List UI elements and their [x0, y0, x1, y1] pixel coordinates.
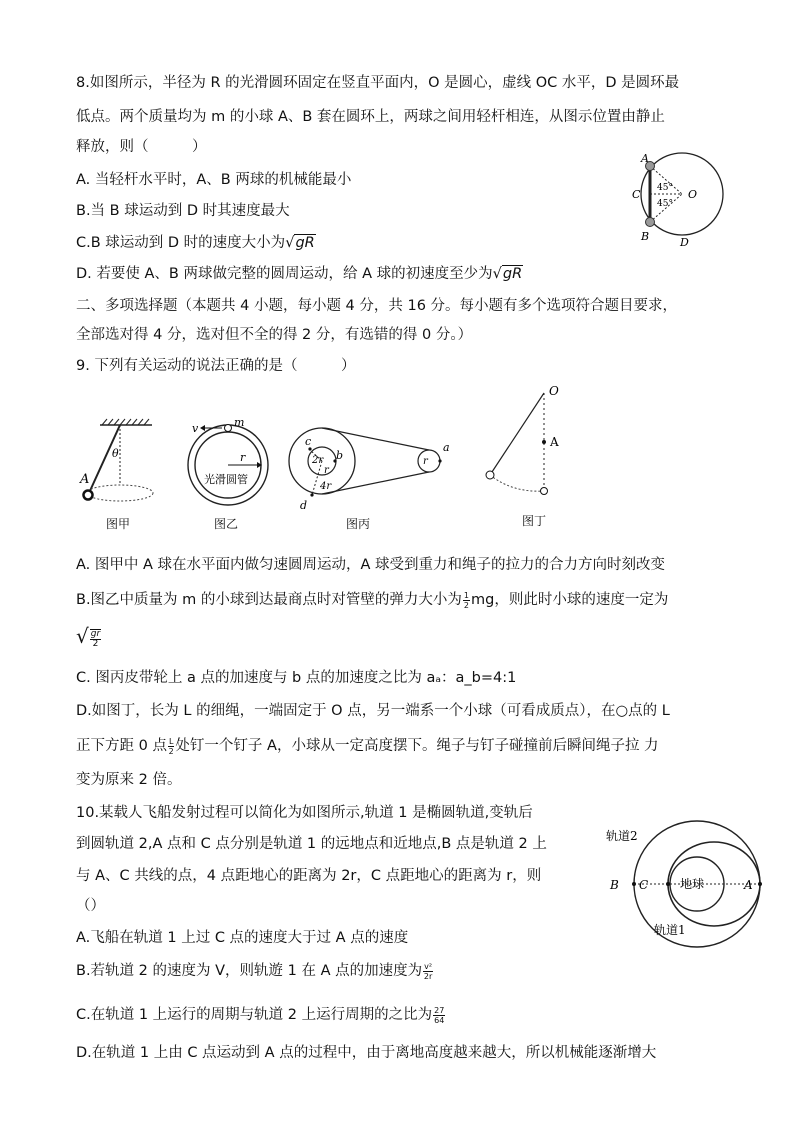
fraction: $\frac{27}{64}$ [434, 1005, 445, 1025]
label-4r: 4r [320, 481, 332, 492]
figure-ding [478, 385, 578, 510]
label-c: C [639, 878, 649, 892]
figure-yi [182, 415, 274, 510]
label-o: O [549, 385, 559, 398]
label-v: v [192, 422, 199, 435]
q9-option-b: B.图乙中质量为 m 的小球到达最商点时对管壁的弹力大小为 $\frac{1}{2}$ mg，则此时小球的速度一定为 [76, 590, 669, 610]
label-2r: 2r [312, 455, 324, 466]
q8-ring-figure [620, 150, 730, 255]
sqrt-symbol: √gR [492, 266, 523, 282]
label-a: A [641, 152, 649, 165]
label-a: A [744, 878, 753, 892]
sqrt-symbol: √ [76, 624, 89, 648]
q10-option-b: B.若轨道 2 的速度为 V，则轨遊 1 在 A 点的加速度为 $\frac{\text{v²}}{2r}$ [76, 961, 433, 981]
label-r-inner: r [324, 465, 329, 476]
q9-option-d-line2: 正下方距 0 点 $\frac{L}{2}$ 处钉一个钉子 A，小球从一定高度摆下。绳子与钉子碰撞前后瞬间绳子拉 力 [76, 736, 659, 756]
orbit2-label: 轨道2 [606, 829, 638, 843]
fraction: $\frac{\text{v²}}{2r}$ [423, 961, 433, 981]
q8-option-a: A. 当轻杆水平时，A、B 两球的机械能最小 [76, 172, 352, 188]
q10-option-c: C.在轨道 1 上运行的周期与轨道 2 上运行周期的之比为 $\frac{27}{64}$ [76, 1005, 445, 1025]
label-a: A [550, 435, 559, 449]
caption-bing: 图丙 [346, 517, 371, 531]
q8-option-c: C.B 球运动到 D 时的速度大小为√gR [76, 235, 315, 251]
q10-stem-line2: 到圆轨道 2,A 点和 C 点分别是轨道 1 的远地点和近地点,B 点是轨道 2 上 [76, 836, 547, 852]
sqrt-symbol: √gR [285, 235, 315, 251]
section-heading-line1: 二、多项选择题（本题共 4 小题，每小题 4 分，共 16 分。每小题有多个选项符合题目要求， [76, 298, 678, 314]
label-r: r [240, 451, 246, 464]
q8-option-b: B.当 B 球运动到 D 时其速度最大 [76, 203, 290, 219]
q10-stem-line4: （） [76, 898, 105, 914]
caption-ding: 图丁 [522, 514, 547, 528]
angle-label-2: 45° [657, 199, 673, 209]
tube-label: 光滑圆管 [204, 473, 248, 486]
q10-stem-line1: 10.某载人飞船发射过程可以简化为如图所示,轨道 1 是椭圆轨道,变轨后 [76, 805, 533, 821]
section-heading-line2: 全部选对得 4 分，选对但不全的得 2 分，有选错的得 0 分。） [76, 327, 473, 343]
fraction: $\frac{gr}{2}$ [90, 629, 101, 649]
label-r-small: r [423, 456, 428, 467]
q10-option-d: D.在轨道 1 上由 C 点运动到 A 点的过程中，由于离地高度越来越大，所以机械能逐渐增大 [76, 1045, 657, 1061]
q9-option-a: A. 图甲中 A 球在水平面内做匀速圆周运动，A 球受到重力和绳子的拉力的合力方向时刻改变 [76, 557, 666, 573]
label-d: D [680, 236, 689, 249]
figure-bing [288, 415, 460, 510]
label-o: O [688, 188, 698, 201]
q8-stem-line2: 低点。两个质量均为 m 的小球 A、B 套在圆环上，两球之间用轻杆相连，从图示位置由静止 [76, 109, 665, 125]
q8-option-d: D. 若要使 A、B 两球做完整的圆周运动，给 A 球的初速度至少为√gR [76, 266, 523, 282]
fraction: $\frac{1}{2}$ [463, 590, 469, 610]
q8-stem-line1: 8.如图所示，半径为 R 的光滑圆环固定在竖直平面内，O 是圆心，虚线 OC 水平，D 是圆环最 [76, 75, 680, 91]
label-b: B [610, 878, 619, 892]
caption-yi: 图乙 [214, 517, 239, 531]
q10-stem-line3: 与 A、C 共线的点，4 点距地心的距离为 2r，C 点距地心的距离为 r，则 [76, 868, 542, 884]
q9-stem: 9. 下列有关运动的说法正确的是（ ） [76, 358, 356, 374]
angle-label-1: 45° [657, 183, 673, 193]
figure-jia [72, 415, 172, 510]
label-b: B [641, 230, 650, 243]
label-a: a [443, 441, 450, 454]
label-b: b [336, 449, 344, 462]
q8-stem-line3: 释放，则（ ） [76, 139, 207, 155]
caption-jia: 图甲 [106, 517, 131, 531]
q10-orbit-figure [600, 818, 770, 948]
label-m: m [234, 416, 245, 429]
orbit1-label: 轨道1 [654, 923, 686, 937]
earth-label: 地球 [680, 877, 705, 891]
label-c: c [305, 435, 312, 448]
q9-option-d-line1: D.如图丁，长为 L 的细绳，一端固定于 O 点，另一端系一个小球（可看成质点），在○点的 L [76, 703, 670, 719]
label-d: d [300, 499, 308, 510]
label-theta: θ [112, 447, 119, 460]
label-c: C [632, 188, 641, 201]
q9-option-b-sqrt [76, 626, 102, 656]
label-a: A [80, 472, 90, 487]
q9-option-d-line3: 变为原来 2 倍。 [76, 772, 182, 788]
q9-option-c: C. 图丙皮带轮上 a 点的加速度与 b 点的加速度之比为 aₐ：a_b=4:1 [76, 670, 517, 686]
q10-option-a: A.飞船在轨道 1 上过 C 点的速度大于过 A 点的速度 [76, 930, 409, 946]
fraction: $\frac{L}{2}$ [168, 736, 174, 756]
